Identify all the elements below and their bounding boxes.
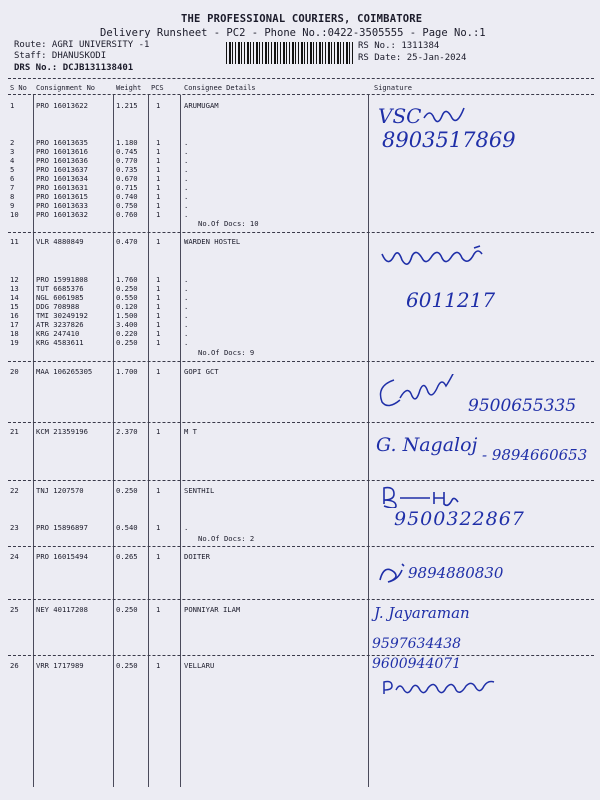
- row-pcs: 1: [156, 329, 161, 338]
- signature-1-scribble: [420, 100, 470, 126]
- row-weight: 0.550: [116, 293, 138, 302]
- row-pcs: 1: [156, 201, 161, 210]
- row-weight: 0.715: [116, 183, 138, 192]
- row-sno: 11: [10, 237, 19, 246]
- col-consignee: Consignee Details: [184, 84, 256, 92]
- col-divider: [368, 95, 369, 787]
- row-pcs: 1: [156, 367, 161, 376]
- row-consignment: KRG 4583611: [36, 338, 84, 347]
- row-sno: 10: [10, 210, 19, 219]
- row-sno: 4: [10, 156, 15, 165]
- signature-5-scribble: [380, 484, 480, 508]
- row-sno: 16: [10, 311, 19, 320]
- row-pcs: 1: [156, 302, 161, 311]
- barcode: [226, 42, 354, 64]
- col-divider: [113, 95, 114, 787]
- row-consignment: NEY 40117208: [36, 605, 88, 614]
- row-consignment: DDG 708988: [36, 302, 80, 311]
- row-weight: 1.500: [116, 311, 138, 320]
- row-weight: 1.180: [116, 138, 138, 147]
- row-pcs: 1: [156, 174, 161, 183]
- signature-6-scribble: [376, 558, 412, 588]
- docs-count: No.Of Docs: 9: [198, 348, 255, 357]
- col-divider: [33, 95, 34, 787]
- row-sno: 14: [10, 293, 19, 302]
- row-consignee: .: [184, 147, 189, 156]
- col-divider: [180, 95, 181, 787]
- row-weight: 0.250: [116, 284, 138, 293]
- row-weight: 0.670: [116, 174, 138, 183]
- row-consignment: PRO 16013615: [36, 192, 88, 201]
- row-weight: 0.470: [116, 237, 138, 246]
- row-consignment: PRO 15991808: [36, 275, 88, 284]
- row-pcs: 1: [156, 101, 161, 110]
- row-consignment: PRO 15896897: [36, 523, 88, 532]
- group-divider: [8, 422, 594, 423]
- signature-4-name: G. Nagaloj: [376, 434, 478, 456]
- col-weight: Weight: [116, 84, 142, 92]
- row-weight: 0.120: [116, 302, 138, 311]
- row-weight: 1.700: [116, 367, 138, 376]
- row-consignment: VRR 1717989: [36, 661, 84, 670]
- row-consignee: .: [184, 201, 189, 210]
- row-sno: 8: [10, 192, 15, 201]
- drs-number: DRS No.: DCJB131138401: [14, 63, 134, 73]
- row-weight: 3.400: [116, 320, 138, 329]
- row-consignee: .: [184, 293, 189, 302]
- row-consignment: PRO 16013633: [36, 201, 88, 210]
- row-weight: 0.745: [116, 147, 138, 156]
- row-pcs: 1: [156, 661, 161, 670]
- row-sno: 20: [10, 367, 19, 376]
- header-rule-top: [8, 78, 594, 79]
- signature-1-phone: 8903517869: [382, 128, 516, 152]
- row-pcs: 1: [156, 338, 161, 347]
- row-weight: 0.250: [116, 338, 138, 347]
- row-weight: 0.250: [116, 605, 138, 614]
- row-pcs: 1: [156, 552, 161, 561]
- row-consignment: KCM 21359196: [36, 427, 88, 436]
- row-sno: 25: [10, 605, 19, 614]
- group-divider: [8, 361, 594, 362]
- row-consignee: .: [184, 302, 189, 311]
- row-pcs: 1: [156, 284, 161, 293]
- row-weight: 0.750: [116, 201, 138, 210]
- signature-3-phone: 9500655335: [468, 396, 577, 416]
- route-label: Route: AGRI UNIVERSITY -1: [14, 40, 150, 50]
- signature-7-name: J. Jayaraman: [374, 604, 470, 622]
- row-sno: 2: [10, 138, 15, 147]
- docs-count: No.Of Docs: 10: [198, 219, 259, 228]
- rs-number: RS No.: 1311384: [358, 41, 440, 51]
- row-sno: 19: [10, 338, 19, 347]
- col-pcs: PCS: [151, 84, 164, 92]
- group-divider: [8, 599, 594, 600]
- group-divider: [8, 232, 594, 233]
- row-consignment: PRO 16013622: [36, 101, 88, 110]
- row-weight: 0.760: [116, 210, 138, 219]
- row-pcs: 1: [156, 156, 161, 165]
- row-weight: 0.735: [116, 165, 138, 174]
- row-pcs: 1: [156, 183, 161, 192]
- row-consignment: TMI 30249192: [36, 311, 88, 320]
- row-consignee: .: [184, 311, 189, 320]
- signature-5-phone: 9500322867: [394, 508, 525, 530]
- row-consignment: PRO 16013637: [36, 165, 88, 174]
- row-consignment: NGL 6061985: [36, 293, 84, 302]
- row-weight: 0.250: [116, 486, 138, 495]
- row-sno: 12: [10, 275, 19, 284]
- row-consignee: .: [184, 210, 189, 219]
- col-sno: S No: [10, 84, 27, 92]
- signature-7-phone-2: 9600944071: [372, 656, 462, 672]
- row-consignment: MAA 106265305: [36, 367, 93, 376]
- row-sno: 26: [10, 661, 19, 670]
- row-pcs: 1: [156, 605, 161, 614]
- row-sno: 21: [10, 427, 19, 436]
- row-consignment: PRO 16013635: [36, 138, 88, 147]
- col-consignment: Consignment No: [36, 84, 96, 92]
- row-weight: 0.265: [116, 552, 138, 561]
- row-weight: 0.250: [116, 661, 138, 670]
- row-consignment: PRO 16013616: [36, 147, 88, 156]
- row-pcs: 1: [156, 165, 161, 174]
- row-sno: 3: [10, 147, 15, 156]
- row-pcs: 1: [156, 237, 161, 246]
- row-weight: 0.770: [116, 156, 138, 165]
- row-consignee: .: [184, 338, 189, 347]
- row-consignment: KRG 247410: [36, 329, 80, 338]
- row-consignee: GOPI GCT: [184, 367, 219, 376]
- row-consignee: ARUMUGAM: [184, 101, 219, 110]
- row-sno: 17: [10, 320, 19, 329]
- row-consignee: PONNIYAR ILAM: [184, 605, 241, 614]
- row-pcs: 1: [156, 210, 161, 219]
- row-sno: 7: [10, 183, 15, 192]
- row-sno: 18: [10, 329, 19, 338]
- row-sno: 22: [10, 486, 19, 495]
- row-consignment: TUT 6685376: [36, 284, 84, 293]
- row-consignment: TNJ 1207570: [36, 486, 84, 495]
- signature-7-phone-1: 9597634438: [372, 636, 462, 652]
- row-consignee: .: [184, 192, 189, 201]
- row-sno: 9: [10, 201, 15, 210]
- row-consignee: M T: [184, 427, 197, 436]
- row-pcs: 1: [156, 147, 161, 156]
- rs-date: RS Date: 25-Jan-2024: [358, 53, 467, 63]
- group-divider: [8, 480, 594, 481]
- row-consignee: .: [184, 183, 189, 192]
- group-divider: [8, 546, 594, 547]
- row-pcs: 1: [156, 192, 161, 201]
- row-consignee: .: [184, 174, 189, 183]
- row-sno: 24: [10, 552, 19, 561]
- row-consignment: PRO 16015494: [36, 552, 88, 561]
- signature-6-phone: 9894880830: [408, 564, 504, 582]
- row-consignment: PRO 16013634: [36, 174, 88, 183]
- col-divider: [148, 95, 149, 787]
- row-consignee: .: [184, 138, 189, 147]
- signature-2-phone: 6011217: [406, 288, 496, 312]
- row-consignment: VLR 4880849: [36, 237, 84, 246]
- row-consignment: PRO 16013636: [36, 156, 88, 165]
- staff-label: Staff: DHANUSKODI: [14, 51, 107, 61]
- row-consignee: SENTHIL: [184, 486, 215, 495]
- signature-3-scribble: [376, 374, 466, 414]
- row-consignment: PRO 16013632: [36, 210, 88, 219]
- row-consignee: DOITER: [184, 552, 210, 561]
- row-pcs: 1: [156, 311, 161, 320]
- row-weight: 1.215: [116, 101, 138, 110]
- row-consignment: ATR 3237826: [36, 320, 84, 329]
- docs-count: No.Of Docs: 2: [198, 534, 255, 543]
- signature-4-phone: - 9894660653: [482, 446, 588, 464]
- row-weight: 0.740: [116, 192, 138, 201]
- row-consignment: PRO 16013631: [36, 183, 88, 192]
- row-consignee: .: [184, 165, 189, 174]
- row-pcs: 1: [156, 320, 161, 329]
- row-weight: 0.540: [116, 523, 138, 532]
- row-pcs: 1: [156, 275, 161, 284]
- row-sno: 15: [10, 302, 19, 311]
- row-pcs: 1: [156, 486, 161, 495]
- row-consignee: VELLARU: [184, 661, 215, 670]
- row-consignee: WARDEN HOSTEL: [184, 237, 241, 246]
- runsheet-subtitle: Delivery Runsheet - PC2 - Phone No.:0422-3505555 - Page No.:1: [100, 27, 486, 39]
- signature-2-scribble: [378, 244, 498, 274]
- company-title: THE PROFESSIONAL COURIERS, COIMBATORE: [181, 13, 423, 25]
- row-pcs: 1: [156, 427, 161, 436]
- group-divider: [8, 655, 594, 656]
- row-consignee: .: [184, 275, 189, 284]
- row-consignee: .: [184, 320, 189, 329]
- row-weight: 1.760: [116, 275, 138, 284]
- row-sno: 6: [10, 174, 15, 183]
- signature-1-name: VSC: [378, 104, 422, 128]
- row-pcs: 1: [156, 138, 161, 147]
- row-consignee: .: [184, 156, 189, 165]
- row-consignee: .: [184, 329, 189, 338]
- row-pcs: 1: [156, 293, 161, 302]
- signature-7-scribble: [380, 676, 520, 700]
- row-consignee: .: [184, 523, 189, 532]
- col-signature: Signature: [374, 84, 412, 92]
- row-sno: 13: [10, 284, 19, 293]
- row-sno: 23: [10, 523, 19, 532]
- row-sno: 5: [10, 165, 15, 174]
- row-pcs: 1: [156, 523, 161, 532]
- row-sno: 1: [10, 101, 15, 110]
- row-weight: 2.370: [116, 427, 138, 436]
- row-consignee: .: [184, 284, 189, 293]
- row-weight: 0.220: [116, 329, 138, 338]
- header-rule-bottom: [8, 94, 594, 95]
